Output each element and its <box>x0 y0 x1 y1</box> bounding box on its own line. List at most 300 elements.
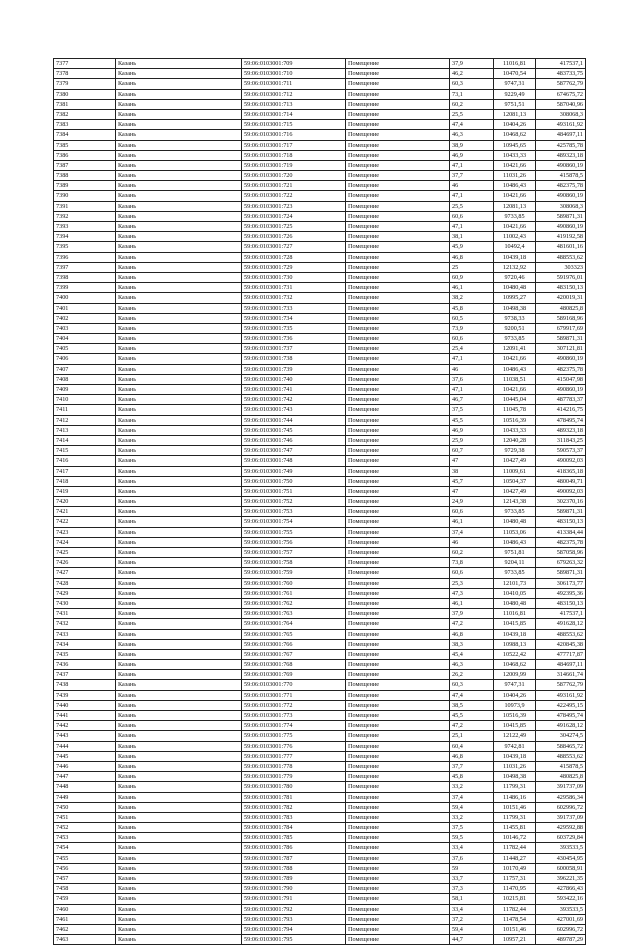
row-number-cell: 7438 <box>54 680 116 690</box>
cadastral-number-cell: 59:06:0103001:721 <box>242 181 346 191</box>
object-type-cell: Помещение <box>346 823 450 833</box>
object-type-cell: Помещение <box>346 79 450 89</box>
area-cell: 60,3 <box>450 79 494 89</box>
city-cell: Казань <box>116 670 242 680</box>
area-cell: 59,5 <box>450 833 494 843</box>
unit-value-cell: 11053,06 <box>494 527 536 537</box>
table-row <box>54 823 586 833</box>
unit-value-cell: 10468,62 <box>494 130 536 140</box>
object-type-cell: Помещение <box>346 548 450 558</box>
object-type-cell: Помещение <box>346 680 450 690</box>
row-number-cell: 7402 <box>54 313 116 323</box>
area-cell: 47,1 <box>450 191 494 201</box>
object-type-cell: Помещение <box>346 313 450 323</box>
cadastral-value-cell: 587762,79 <box>536 79 586 89</box>
area-cell: 45,7 <box>450 476 494 486</box>
cadastral-number-cell: 59:06:0103001:786 <box>242 843 346 853</box>
table-row <box>54 853 586 863</box>
table-row <box>54 527 586 537</box>
cadastral-value-cell: 304274,5 <box>536 731 586 741</box>
unit-value-cell: 10973,9 <box>494 700 536 710</box>
area-cell: 33,4 <box>450 904 494 914</box>
city-cell: Казань <box>116 486 242 496</box>
row-number-cell: 7429 <box>54 588 116 598</box>
city-cell: Казань <box>116 385 242 395</box>
row-number-cell: 7408 <box>54 374 116 384</box>
city-cell: Казань <box>116 863 242 873</box>
table-row <box>54 446 586 456</box>
row-number-cell: 7421 <box>54 507 116 517</box>
object-type-cell: Помещение <box>346 99 450 109</box>
row-number-cell: 7433 <box>54 629 116 639</box>
registry-table-body <box>54 59 586 945</box>
row-number-cell: 7461 <box>54 914 116 924</box>
area-cell: 33,4 <box>450 843 494 853</box>
area-cell: 38,3 <box>450 639 494 649</box>
table-row <box>54 517 586 527</box>
object-type-cell: Помещение <box>346 721 450 731</box>
object-type-cell: Помещение <box>346 863 450 873</box>
object-type-cell: Помещение <box>346 435 450 445</box>
object-type-cell: Помещение <box>346 476 450 486</box>
area-cell: 37,9 <box>450 609 494 619</box>
unit-value-cell: 10492,4 <box>494 242 536 252</box>
table-row <box>54 99 586 109</box>
unit-value-cell: 9733,85 <box>494 507 536 517</box>
object-type-cell: Помещение <box>346 731 450 741</box>
object-type-cell: Помещение <box>346 619 450 629</box>
area-cell: 38,9 <box>450 140 494 150</box>
object-type-cell: Помещение <box>346 629 450 639</box>
cadastral-number-cell: 59:06:0103001:723 <box>242 201 346 211</box>
table-row <box>54 415 586 425</box>
object-type-cell: Помещение <box>346 833 450 843</box>
unit-value-cell: 11016,81 <box>494 59 536 69</box>
cadastral-number-cell: 59:06:0103001:751 <box>242 486 346 496</box>
row-number-cell: 7386 <box>54 150 116 160</box>
cadastral-value-cell: 477717,87 <box>536 649 586 659</box>
cadastral-number-cell: 59:06:0103001:731 <box>242 283 346 293</box>
cadastral-number-cell: 59:06:0103001:780 <box>242 782 346 792</box>
cadastral-number-cell: 59:06:0103001:725 <box>242 222 346 232</box>
cadastral-value-cell: 493161,92 <box>536 120 586 130</box>
unit-value-cell: 9733,85 <box>494 568 536 578</box>
table-row <box>54 680 586 690</box>
object-type-cell: Помещение <box>346 507 450 517</box>
city-cell: Казань <box>116 201 242 211</box>
cadastral-number-cell: 59:06:0103001:776 <box>242 741 346 751</box>
object-type-cell: Помещение <box>346 802 450 812</box>
object-type-cell: Помещение <box>346 303 450 313</box>
cadastral-number-cell: 59:06:0103001:710 <box>242 69 346 79</box>
unit-value-cell: 11031,26 <box>494 761 536 771</box>
cadastral-number-cell: 59:06:0103001:761 <box>242 588 346 598</box>
row-number-cell: 7388 <box>54 171 116 181</box>
cadastral-value-cell: 483150,13 <box>536 283 586 293</box>
object-type-cell: Помещение <box>346 894 450 904</box>
row-number-cell: 7387 <box>54 160 116 170</box>
row-number-cell: 7391 <box>54 201 116 211</box>
city-cell: Казань <box>116 874 242 884</box>
city-cell: Казань <box>116 609 242 619</box>
object-type-cell: Помещение <box>346 140 450 150</box>
cadastral-number-cell: 59:06:0103001:744 <box>242 415 346 425</box>
unit-value-cell: 10151,46 <box>494 802 536 812</box>
cadastral-value-cell: 492395,36 <box>536 588 586 598</box>
city-cell: Казань <box>116 690 242 700</box>
cadastral-value-cell: 491628,12 <box>536 721 586 731</box>
cadastral-value-cell: 589871,31 <box>536 211 586 221</box>
unit-value-cell: 10170,49 <box>494 863 536 873</box>
cadastral-number-cell: 59:06:0103001:728 <box>242 252 346 262</box>
city-cell: Казань <box>116 191 242 201</box>
cadastral-number-cell: 59:06:0103001:749 <box>242 466 346 476</box>
cadastral-value-cell: 420019,31 <box>536 293 586 303</box>
row-number-cell: 7417 <box>54 466 116 476</box>
cadastral-number-cell: 59:06:0103001:732 <box>242 293 346 303</box>
unit-value-cell: 10486,43 <box>494 364 536 374</box>
cadastral-number-cell: 59:06:0103001:756 <box>242 537 346 547</box>
cadastral-number-cell: 59:06:0103001:757 <box>242 548 346 558</box>
object-type-cell: Помещение <box>346 354 450 364</box>
row-number-cell: 7407 <box>54 364 116 374</box>
row-number-cell: 7398 <box>54 272 116 282</box>
table-row <box>54 354 586 364</box>
row-number-cell: 7426 <box>54 558 116 568</box>
row-number-cell: 7431 <box>54 609 116 619</box>
cadastral-value-cell: 396221,35 <box>536 874 586 884</box>
cadastral-value-cell: 308068,3 <box>536 201 586 211</box>
cadastral-number-cell: 59:06:0103001:727 <box>242 242 346 252</box>
area-cell: 47,4 <box>450 120 494 130</box>
area-cell: 37,7 <box>450 171 494 181</box>
unit-value-cell: 9747,31 <box>494 680 536 690</box>
area-cell: 47,4 <box>450 690 494 700</box>
row-number-cell: 7390 <box>54 191 116 201</box>
cadastral-number-cell: 59:06:0103001:713 <box>242 99 346 109</box>
table-row <box>54 497 586 507</box>
object-type-cell: Помещение <box>346 935 450 945</box>
table-row <box>54 812 586 822</box>
unit-value-cell: 11038,51 <box>494 374 536 384</box>
cadastral-value-cell: 478495,74 <box>536 711 586 721</box>
row-number-cell: 7430 <box>54 598 116 608</box>
city-cell: Казань <box>116 395 242 405</box>
cadastral-number-cell: 59:06:0103001:711 <box>242 79 346 89</box>
cadastral-number-cell: 59:06:0103001:774 <box>242 721 346 731</box>
object-type-cell: Помещение <box>346 904 450 914</box>
object-type-cell: Помещение <box>346 242 450 252</box>
unit-value-cell: 12143,38 <box>494 497 536 507</box>
area-cell: 46,9 <box>450 425 494 435</box>
cadastral-number-cell: 59:06:0103001:769 <box>242 670 346 680</box>
row-number-cell: 7396 <box>54 252 116 262</box>
row-number-cell: 7412 <box>54 415 116 425</box>
area-cell: 73,9 <box>450 323 494 333</box>
cadastral-number-cell: 59:06:0103001:787 <box>242 853 346 863</box>
area-cell: 25,3 <box>450 578 494 588</box>
table-row <box>54 568 586 578</box>
area-cell: 59,4 <box>450 802 494 812</box>
unit-value-cell: 10433,33 <box>494 150 536 160</box>
city-cell: Казань <box>116 904 242 914</box>
row-number-cell: 7427 <box>54 568 116 578</box>
cadastral-number-cell: 59:06:0103001:758 <box>242 558 346 568</box>
table-row <box>54 283 586 293</box>
city-cell: Казань <box>116 517 242 527</box>
city-cell: Казань <box>116 120 242 130</box>
object-type-cell: Помещение <box>346 884 450 894</box>
table-row <box>54 843 586 853</box>
row-number-cell: 7403 <box>54 323 116 333</box>
city-cell: Казань <box>116 935 242 945</box>
cadastral-number-cell: 59:06:0103001:722 <box>242 191 346 201</box>
object-type-cell: Помещение <box>346 415 450 425</box>
unit-value-cell: 10486,43 <box>494 181 536 191</box>
cadastral-value-cell: 603729,84 <box>536 833 586 843</box>
area-cell: 47,2 <box>450 721 494 731</box>
cadastral-value-cell: 413384,44 <box>536 527 586 537</box>
cadastral-number-cell: 59:06:0103001:714 <box>242 109 346 119</box>
city-cell: Казань <box>116 262 242 272</box>
area-cell: 60,2 <box>450 548 494 558</box>
city-cell: Казань <box>116 79 242 89</box>
cadastral-number-cell: 59:06:0103001:785 <box>242 833 346 843</box>
unit-value-cell: 9229,49 <box>494 89 536 99</box>
object-type-cell: Помещение <box>346 517 450 527</box>
city-cell: Казань <box>116 160 242 170</box>
row-number-cell: 7448 <box>54 782 116 792</box>
cadastral-value-cell: 600058,91 <box>536 863 586 873</box>
unit-value-cell: 10151,46 <box>494 924 536 934</box>
unit-value-cell: 10498,38 <box>494 303 536 313</box>
row-number-cell: 7401 <box>54 303 116 313</box>
object-type-cell: Помещение <box>346 639 450 649</box>
unit-value-cell: 11799,31 <box>494 812 536 822</box>
table-row <box>54 690 586 700</box>
object-type-cell: Помещение <box>346 751 450 761</box>
object-type-cell: Помещение <box>346 69 450 79</box>
cadastral-number-cell: 59:06:0103001:736 <box>242 334 346 344</box>
area-cell: 45,5 <box>450 711 494 721</box>
table-row <box>54 150 586 160</box>
table-row <box>54 232 586 242</box>
cadastral-value-cell: 307121,81 <box>536 344 586 354</box>
cadastral-value-cell: 482375,78 <box>536 181 586 191</box>
object-type-cell: Помещение <box>346 782 450 792</box>
cadastral-number-cell: 59:06:0103001:747 <box>242 446 346 456</box>
city-cell: Казань <box>116 211 242 221</box>
cadastral-number-cell: 59:06:0103001:741 <box>242 385 346 395</box>
area-cell: 60,6 <box>450 211 494 221</box>
row-number-cell: 7437 <box>54 670 116 680</box>
area-cell: 58,1 <box>450 894 494 904</box>
cadastral-value-cell: 427866,43 <box>536 884 586 894</box>
unit-value-cell: 11455,81 <box>494 823 536 833</box>
table-row <box>54 222 586 232</box>
unit-value-cell: 10421,66 <box>494 160 536 170</box>
city-cell: Казань <box>116 109 242 119</box>
cadastral-number-cell: 59:06:0103001:738 <box>242 354 346 364</box>
city-cell: Казань <box>116 598 242 608</box>
cadastral-number-cell: 59:06:0103001:748 <box>242 456 346 466</box>
table-row <box>54 629 586 639</box>
object-type-cell: Помещение <box>346 772 450 782</box>
cadastral-value-cell: 587762,79 <box>536 680 586 690</box>
city-cell: Казань <box>116 548 242 558</box>
city-cell: Казань <box>116 303 242 313</box>
cadastral-value-cell: 420845,38 <box>536 639 586 649</box>
cadastral-value-cell: 591976,01 <box>536 272 586 282</box>
object-type-cell: Помещение <box>346 89 450 99</box>
area-cell: 46,8 <box>450 751 494 761</box>
city-cell: Казань <box>116 843 242 853</box>
city-cell: Казань <box>116 588 242 598</box>
unit-value-cell: 10498,38 <box>494 772 536 782</box>
table-row <box>54 874 586 884</box>
cadastral-number-cell: 59:06:0103001:739 <box>242 364 346 374</box>
cadastral-value-cell: 588465,72 <box>536 741 586 751</box>
object-type-cell: Помещение <box>346 293 450 303</box>
cadastral-value-cell: 303323 <box>536 262 586 272</box>
cadastral-value-cell: 480825,8 <box>536 303 586 313</box>
city-cell: Казань <box>116 660 242 670</box>
cadastral-value-cell: 489323,18 <box>536 150 586 160</box>
cadastral-value-cell: 488553,62 <box>536 252 586 262</box>
cadastral-number-cell: 59:06:0103001:718 <box>242 150 346 160</box>
object-type-cell: Помещение <box>346 486 450 496</box>
cadastral-number-cell: 59:06:0103001:777 <box>242 751 346 761</box>
city-cell: Казань <box>116 731 242 741</box>
table-row <box>54 731 586 741</box>
area-cell: 60,6 <box>450 334 494 344</box>
unit-value-cell: 11448,27 <box>494 853 536 863</box>
cadastral-value-cell: 488553,62 <box>536 751 586 761</box>
row-number-cell: 7410 <box>54 395 116 405</box>
unit-value-cell: 9747,31 <box>494 79 536 89</box>
row-number-cell: 7383 <box>54 120 116 130</box>
cadastral-value-cell: 593422,16 <box>536 894 586 904</box>
cadastral-number-cell: 59:06:0103001:766 <box>242 639 346 649</box>
row-number-cell: 7452 <box>54 823 116 833</box>
object-type-cell: Помещение <box>346 874 450 884</box>
cadastral-registry-table <box>53 58 586 945</box>
object-type-cell: Помещение <box>346 446 450 456</box>
object-type-cell: Помещение <box>346 59 450 69</box>
object-type-cell: Помещение <box>346 334 450 344</box>
unit-value-cell: 9742,81 <box>494 741 536 751</box>
cadastral-value-cell: 393533,5 <box>536 843 586 853</box>
cadastral-number-cell: 59:06:0103001:724 <box>242 211 346 221</box>
row-number-cell: 7423 <box>54 527 116 537</box>
row-number-cell: 7443 <box>54 731 116 741</box>
object-type-cell: Помещение <box>346 160 450 170</box>
object-type-cell: Помещение <box>346 924 450 934</box>
table-row <box>54 303 586 313</box>
table-row <box>54 833 586 843</box>
area-cell: 26,2 <box>450 670 494 680</box>
area-cell: 37,5 <box>450 405 494 415</box>
area-cell: 37,2 <box>450 914 494 924</box>
unit-value-cell: 10516,39 <box>494 415 536 425</box>
table-row <box>54 405 586 415</box>
row-number-cell: 7460 <box>54 904 116 914</box>
row-number-cell: 7439 <box>54 690 116 700</box>
table-row <box>54 334 586 344</box>
object-type-cell: Помещение <box>346 649 450 659</box>
table-row <box>54 863 586 873</box>
object-type-cell: Помещение <box>346 109 450 119</box>
cadastral-value-cell: 490092,03 <box>536 456 586 466</box>
cadastral-number-cell: 59:06:0103001:729 <box>242 262 346 272</box>
city-cell: Казань <box>116 171 242 181</box>
row-number-cell: 7428 <box>54 578 116 588</box>
row-number-cell: 7435 <box>54 649 116 659</box>
row-number-cell: 7447 <box>54 772 116 782</box>
cadastral-number-cell: 59:06:0103001:765 <box>242 629 346 639</box>
object-type-cell: Помещение <box>346 588 450 598</box>
area-cell: 46,3 <box>450 660 494 670</box>
unit-value-cell: 11016,81 <box>494 609 536 619</box>
city-cell: Казань <box>116 527 242 537</box>
city-cell: Казань <box>116 853 242 863</box>
city-cell: Казань <box>116 323 242 333</box>
row-number-cell: 7409 <box>54 385 116 395</box>
unit-value-cell: 10146,72 <box>494 833 536 843</box>
unit-value-cell: 10468,62 <box>494 660 536 670</box>
cadastral-number-cell: 59:06:0103001:733 <box>242 303 346 313</box>
cadastral-value-cell: 589871,31 <box>536 568 586 578</box>
object-type-cell: Помещение <box>346 914 450 924</box>
unit-value-cell: 11782,44 <box>494 843 536 853</box>
object-type-cell: Помещение <box>346 660 450 670</box>
table-row <box>54 548 586 558</box>
unit-value-cell: 9204,11 <box>494 558 536 568</box>
city-cell: Казань <box>116 344 242 354</box>
city-cell: Казань <box>116 537 242 547</box>
unit-value-cell: 10215,81 <box>494 894 536 904</box>
unit-value-cell: 10421,66 <box>494 385 536 395</box>
cadastral-number-cell: 59:06:0103001:759 <box>242 568 346 578</box>
cadastral-value-cell: 429586,34 <box>536 792 586 802</box>
cadastral-number-cell: 59:06:0103001:788 <box>242 863 346 873</box>
table-row <box>54 242 586 252</box>
cadastral-value-cell: 488553,62 <box>536 629 586 639</box>
area-cell: 47,2 <box>450 619 494 629</box>
cadastral-number-cell: 59:06:0103001:737 <box>242 344 346 354</box>
object-type-cell: Помещение <box>346 456 450 466</box>
row-number-cell: 7455 <box>54 853 116 863</box>
row-number-cell: 7385 <box>54 140 116 150</box>
area-cell: 45,8 <box>450 303 494 313</box>
unit-value-cell: 11009,61 <box>494 466 536 476</box>
city-cell: Казань <box>116 884 242 894</box>
unit-value-cell: 10486,43 <box>494 537 536 547</box>
object-type-cell: Помещение <box>346 598 450 608</box>
table-row <box>54 894 586 904</box>
unit-value-cell: 10957,21 <box>494 935 536 945</box>
cadastral-value-cell: 589871,31 <box>536 334 586 344</box>
cadastral-value-cell: 414216,75 <box>536 405 586 415</box>
cadastral-number-cell: 59:06:0103001:764 <box>242 619 346 629</box>
cadastral-number-cell: 59:06:0103001:778 <box>242 761 346 771</box>
table-row <box>54 456 586 466</box>
unit-value-cell: 11478,54 <box>494 914 536 924</box>
object-type-cell: Помещение <box>346 272 450 282</box>
table-row <box>54 486 586 496</box>
object-type-cell: Помещение <box>346 130 450 140</box>
city-cell: Казань <box>116 354 242 364</box>
